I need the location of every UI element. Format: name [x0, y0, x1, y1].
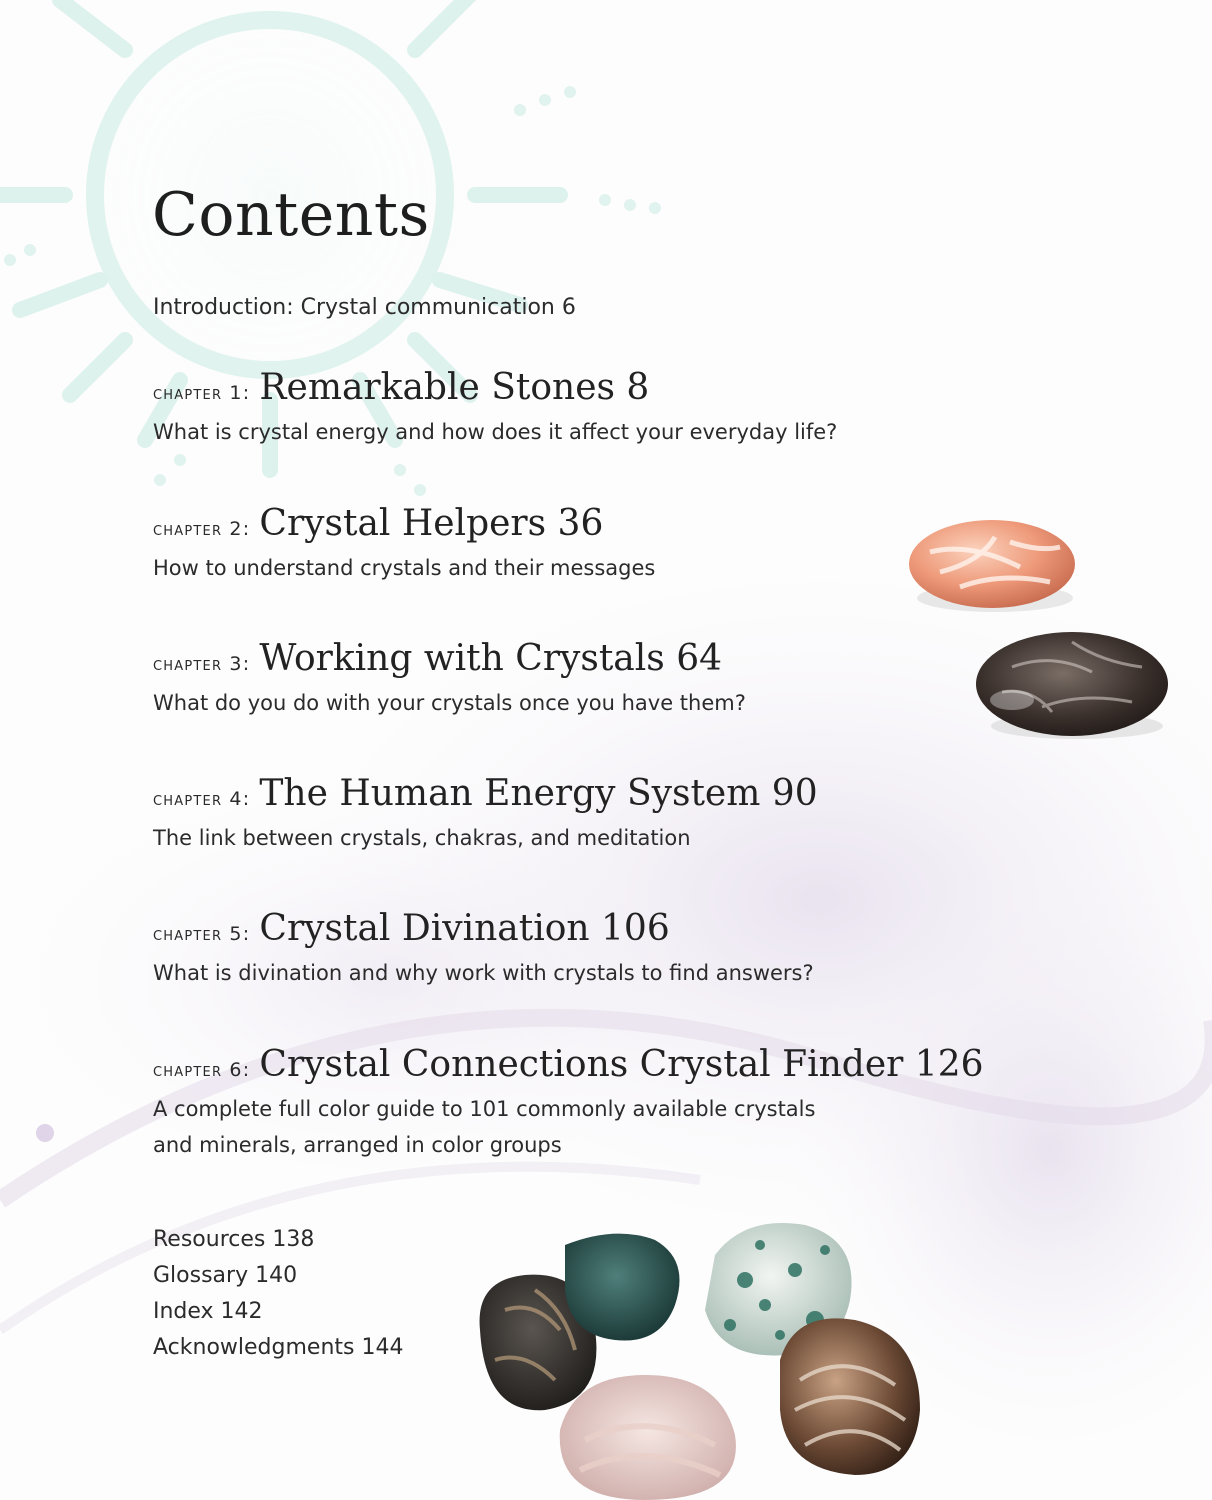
chapter-1-entry — [153, 367, 837, 450]
chapter-2-entry — [153, 503, 655, 586]
back-matter-item: Index 142 — [153, 1299, 263, 1324]
chapter-title: Working with Crystals 64 — [259, 638, 723, 679]
back-matter-item: Glossary 140 — [153, 1263, 298, 1288]
chapter-title: Crystal Helpers 36 — [259, 503, 604, 544]
orange-stone-image — [900, 512, 1090, 622]
chapter-description: What is divination and why work with crystals to find answers? — [153, 961, 814, 985]
chapter-description: A complete full color guide to 101 commonly available crystals and minerals, arranged in color groups — [153, 1097, 816, 1157]
chapter-label: chapter 1: — [153, 382, 251, 404]
chapter-title: Crystal Divination 106 — [259, 908, 670, 949]
dark-stone-image — [972, 622, 1177, 747]
chapter-title: The Human Energy System 90 — [259, 773, 818, 814]
chapter-6-entry — [153, 1044, 984, 1163]
chapter-description: What do you do with your crystals once you have them? — [153, 691, 746, 715]
chapter-label: chapter 2: — [153, 518, 251, 540]
chapter-title: Remarkable Stones 8 — [259, 367, 650, 408]
back-matter-list — [153, 1222, 403, 1366]
tumbled-stones-image — [465, 1210, 935, 1500]
chapter-label: chapter 3: — [153, 653, 251, 675]
chapter-description: What is crystal energy and how does it affect your everyday life? — [153, 420, 838, 444]
page-title: Contents — [152, 180, 430, 251]
chapter-label: chapter 5: — [153, 923, 251, 945]
chapter-4-entry — [153, 773, 818, 856]
chapter-description: How to understand crystals and their messages — [153, 556, 656, 580]
chapter-description: The link between crystals, chakras, and meditation — [153, 826, 691, 850]
back-matter-item: Resources 138 — [153, 1227, 315, 1252]
chapter-3-entry — [153, 638, 746, 721]
intro-entry: Introduction: Crystal communication 6 — [153, 295, 576, 320]
back-matter-item: Acknowledgments 144 — [153, 1335, 404, 1360]
chapter-label: chapter 6: — [153, 1059, 251, 1081]
chapter-label: chapter 4: — [153, 788, 251, 810]
chapter-5-entry — [153, 908, 814, 991]
chapter-title: Crystal Connections Crystal Finder 126 — [259, 1044, 984, 1085]
